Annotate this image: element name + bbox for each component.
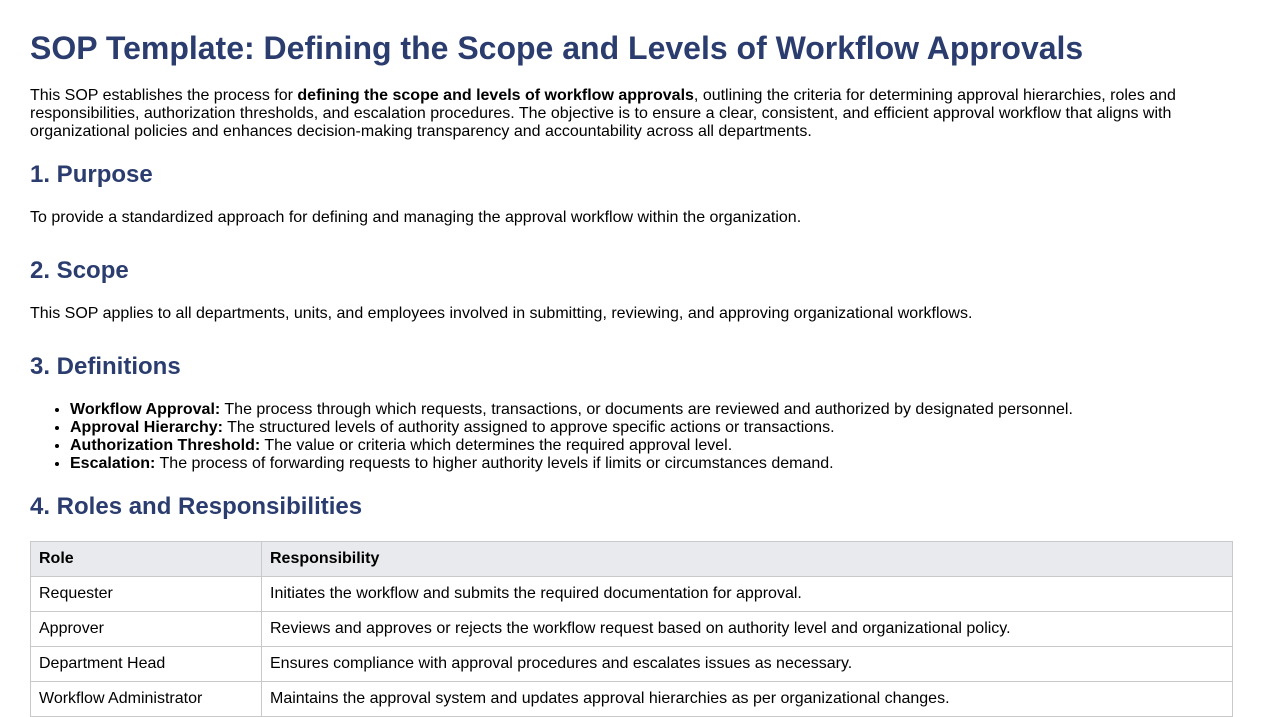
- intro-text-bold: defining the scope and levels of workflow approvals: [297, 87, 694, 104]
- definition-term: Authorization Threshold:: [70, 437, 261, 454]
- column-header-role: Role: [31, 542, 262, 577]
- responsibility-cell: Initiates the workflow and submits the required documentation for approval.: [262, 577, 1233, 612]
- responsibility-cell: Reviews and approves or rejects the workflow request based on authority level and organizational policy.: [262, 612, 1233, 647]
- definitions-list: [30, 401, 1233, 473]
- intro-paragraph: [30, 87, 1233, 141]
- definition-term: Approval Hierarchy:: [70, 419, 223, 436]
- definition-term: Escalation:: [70, 455, 156, 472]
- definition-text: The process through which requests, transactions, or documents are reviewed and authorized by designated personnel.: [220, 401, 1073, 418]
- responsibility-cell: Ensures compliance with approval procedures and escalates issues as necessary.: [262, 647, 1233, 682]
- table-row: [31, 612, 1233, 647]
- table-row: [31, 577, 1233, 612]
- role-cell: Workflow Administrator: [31, 682, 262, 717]
- definition-term: Workflow Approval:: [70, 401, 221, 418]
- definition-text: The structured levels of authority assigned to approve specific actions or transactions.: [222, 419, 835, 436]
- responsibility-cell: Maintains the approval system and updates approval hierarchies as per organizational changes.: [262, 682, 1233, 717]
- scope-text: This SOP applies to all departments, units, and employees involved in submitting, reviewing, and approving organizational workflows.: [30, 305, 973, 322]
- definition-item: [70, 455, 1233, 473]
- definition-item: [70, 437, 1233, 455]
- definition-item: [70, 401, 1233, 419]
- intro-text-before: This SOP establishes the process for: [30, 87, 298, 104]
- roles-heading: 4. Roles and Responsibilities: [30, 493, 363, 520]
- table-row: [31, 647, 1233, 682]
- purpose-text: To provide a standardized approach for defining and managing the approval workflow within the organization.: [30, 209, 802, 226]
- table-row: [31, 682, 1233, 717]
- role-cell: Requester: [31, 577, 262, 612]
- role-cell: Department Head: [31, 647, 262, 682]
- definition-text: The value or criteria which determines the required approval level.: [260, 437, 733, 454]
- scope-heading: 2. Scope: [30, 257, 129, 284]
- page-title: SOP Template: Defining the Scope and Levels of Workflow Approvals: [30, 30, 1084, 66]
- definition-text: The process of forwarding requests to higher authority levels if limits or circumstances demand.: [155, 455, 834, 472]
- table-header-row: [31, 542, 1233, 577]
- role-cell: Approver: [31, 612, 262, 647]
- definitions-heading: 3. Definitions: [30, 353, 181, 380]
- roles-table: [30, 541, 1233, 717]
- column-header-responsibility: Responsibility: [262, 542, 1233, 577]
- intro-text-after: , outlining the criteria for determining approval hierarchies, roles and responsibilities, authorization thresholds, and escalation procedures. The objective is to ensure a clear, consistent, and efficient approval workflow that aligns with organizational policies and enhances decision-making transparency and accountability across all departments.: [30, 87, 1176, 140]
- definition-item: [70, 419, 1233, 437]
- purpose-heading: 1. Purpose: [30, 161, 153, 188]
